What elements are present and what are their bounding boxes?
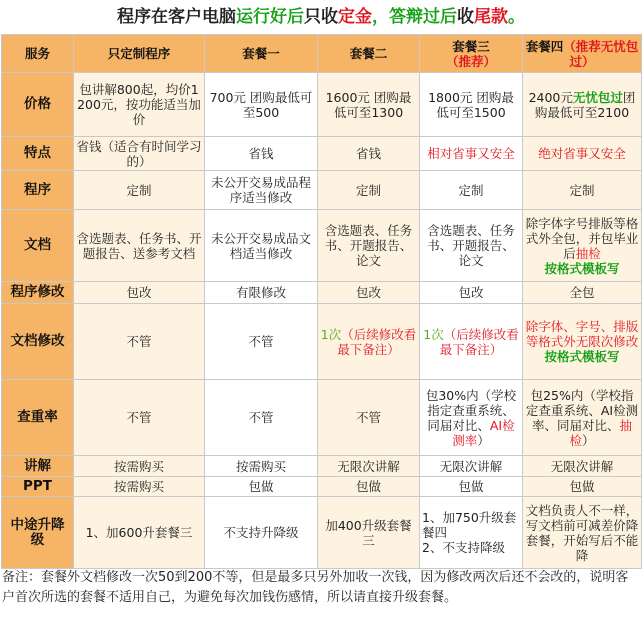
cell-pkg2: 不管 [318, 380, 420, 456]
header-pkg4-label: 套餐四 [525, 38, 564, 54]
cell-highlight: 按格式模板写 [544, 349, 620, 364]
cell-pkg1: 700元 团购最低可至500 [205, 73, 318, 137]
cell-pkg3: 相对省事又安全 [420, 137, 523, 171]
row-label: 讲解 [2, 456, 74, 477]
cell-pkg3 [420, 304, 523, 380]
cell-pkg1: 包做 [205, 477, 318, 497]
cell-pkg4: 包做 [523, 477, 642, 497]
cell-pkg3 [420, 380, 523, 456]
cell-highlight: AI检测率 [452, 417, 515, 448]
cell-pkg3: 包改 [420, 282, 523, 304]
page-title [0, 0, 642, 34]
cell-pkg1: 省钱 [205, 137, 318, 171]
cell-pkg1: 未公开交易成品程序适当修改 [205, 171, 318, 210]
header-pkg3 [420, 35, 523, 73]
title-part: 运行好后 [236, 7, 304, 27]
title-part: 定金 [338, 7, 372, 27]
cell-custom: 不管 [74, 380, 205, 456]
cell-pkg3: 含选题表、任务书、开题报告、论文 [420, 210, 523, 282]
cell-pkg4 [523, 380, 642, 456]
cell-pkg2 [318, 304, 420, 380]
cell-text: 包25%内（学校指定查重系统、AI检测率、同届对比、 [525, 387, 639, 433]
cell-pkg4 [523, 73, 642, 137]
header-service: 服务 [2, 35, 74, 73]
cell-highlight: 除字体、字号、排版等格式外无限次修改 [525, 319, 639, 349]
footnote: 备注：套餐外文档修改一次50到200不等，但是最多只另外加收一次钱，因为修改两次后还不会改的，说明客户首次所选的套餐不适用自己，为避免每次加钱伤感情，所以请直接升级套餐。 [2, 570, 629, 605]
cell-text: 包30%内（学校指定查重系统、同届对比、 [425, 387, 517, 433]
cell-custom: 1、加600升套餐三 [74, 497, 205, 569]
cell-pkg2: 省钱 [318, 137, 420, 171]
row-doc-mod [2, 304, 642, 380]
header-custom: 只定制程序 [74, 35, 205, 73]
row-upgrade [2, 497, 642, 569]
header-pkg4-sub: （推荐无忧包过） [563, 38, 639, 69]
cell-pkg2: 包改 [318, 282, 420, 304]
cell-pkg2: 无限次讲解 [318, 456, 420, 477]
row-label: 文档修改 [2, 304, 74, 380]
cell-highlight: 按格式模板写 [544, 260, 620, 276]
cell-pkg3: 1800元 团购最低可至1500 [420, 73, 523, 137]
cell-highlight: 抽检 [569, 417, 633, 448]
header-row [2, 35, 642, 73]
cell-highlight: 抽检 [575, 245, 601, 261]
cell-pkg4: 无限次讲解 [523, 456, 642, 477]
cell-text: ） [582, 432, 595, 448]
cell-pkg2: 含选题表、任务书、开题报告、论文 [318, 210, 420, 282]
cell-text: 团购最低可至2100 [534, 89, 636, 120]
cell-pkg3: 无限次讲解 [420, 456, 523, 477]
cell-text: ） [477, 432, 490, 448]
cell-pkg2: 包做 [318, 477, 420, 497]
header-pkg3-sub: （推荐） [445, 53, 496, 69]
row-program [2, 171, 642, 210]
title-part: 收 [457, 7, 474, 27]
header-pkg2: 套餐二 [318, 35, 420, 73]
cell-text: 2400元 [528, 89, 573, 105]
cell-highlight: 无忧包过 [572, 89, 623, 105]
row-price [2, 73, 642, 137]
cell-pkg1: 不支持升降级 [205, 497, 318, 569]
row-label: 中途升降级 [2, 497, 74, 569]
header-pkg3-label: 套餐三 [452, 38, 490, 54]
row-label: 查重率 [2, 380, 74, 456]
row-label: 特点 [2, 137, 74, 171]
cell-pkg2: 加400升级套餐三 [318, 497, 420, 569]
cell-highlight: （后续修改看最下备注） [439, 326, 519, 357]
cell-pkg3: 包做 [420, 477, 523, 497]
pricing-table [1, 34, 642, 569]
cell-pkg3: 定制 [420, 171, 523, 210]
title-part: ， [372, 7, 389, 27]
cell-text: 除字体字号排版等格式外全包，并包毕业后 [525, 215, 639, 261]
cell-highlight: （后续修改看最下备注） [337, 326, 417, 357]
row-document [2, 210, 642, 282]
cell-text: 2、不支持降级 [422, 540, 505, 555]
cell-pkg2: 1600元 团购最低可至1300 [318, 73, 420, 137]
cell-pkg2: 定制 [318, 171, 420, 210]
cell-custom: 省钱（适合有时间学习的） [74, 137, 205, 171]
cell-pkg1: 有限修改 [205, 282, 318, 304]
title-part: 程序在客户电脑 [117, 7, 236, 27]
title-part: 尾款 [474, 7, 508, 27]
title-part: 只收 [304, 7, 338, 27]
title-part: 答辩过后 [389, 7, 457, 27]
cell-pkg4 [523, 304, 642, 380]
cell-custom: 定制 [74, 171, 205, 210]
cell-pkg1: 按需购买 [205, 456, 318, 477]
title-part: 。 [508, 7, 525, 27]
cell-custom: 含选题表、任务书、开题报告、送参考文档 [74, 210, 205, 282]
row-explain [2, 456, 642, 477]
cell-highlight: 1次 [423, 326, 444, 342]
cell-pkg1: 未公开交易成品文档适当修改 [205, 210, 318, 282]
row-ppt [2, 477, 642, 497]
row-label: 程序修改 [2, 282, 74, 304]
cell-text: 1、加750升级套餐四 [422, 510, 517, 540]
cell-pkg1: 不管 [205, 304, 318, 380]
row-feature [2, 137, 642, 171]
cell-custom: 包改 [74, 282, 205, 304]
row-label: 程序 [2, 171, 74, 210]
cell-pkg4: 绝对省事又安全 [523, 137, 642, 171]
cell-pkg4 [523, 210, 642, 282]
cell-custom: 包讲解800起，均价1200元，按功能适当加价 [74, 73, 205, 137]
cell-pkg1: 不管 [205, 380, 318, 456]
header-pkg4 [523, 35, 642, 73]
row-check [2, 380, 642, 456]
header-pkg1: 套餐一 [205, 35, 318, 73]
cell-custom: 不管 [74, 304, 205, 380]
cell-pkg3 [420, 497, 523, 569]
cell-pkg4: 文档负责人不一样，写文档前可减差价降套餐，开始写后不能降 [523, 497, 642, 569]
cell-pkg4: 定制 [523, 171, 642, 210]
row-label: 文档 [2, 210, 74, 282]
row-label: PPT [2, 477, 74, 497]
cell-highlight: 1次 [320, 326, 342, 342]
row-label: 价格 [2, 73, 74, 137]
cell-custom: 按需购买 [74, 477, 205, 497]
row-program-mod [2, 282, 642, 304]
cell-custom: 按需购买 [74, 456, 205, 477]
cell-pkg4: 全包 [523, 282, 642, 304]
